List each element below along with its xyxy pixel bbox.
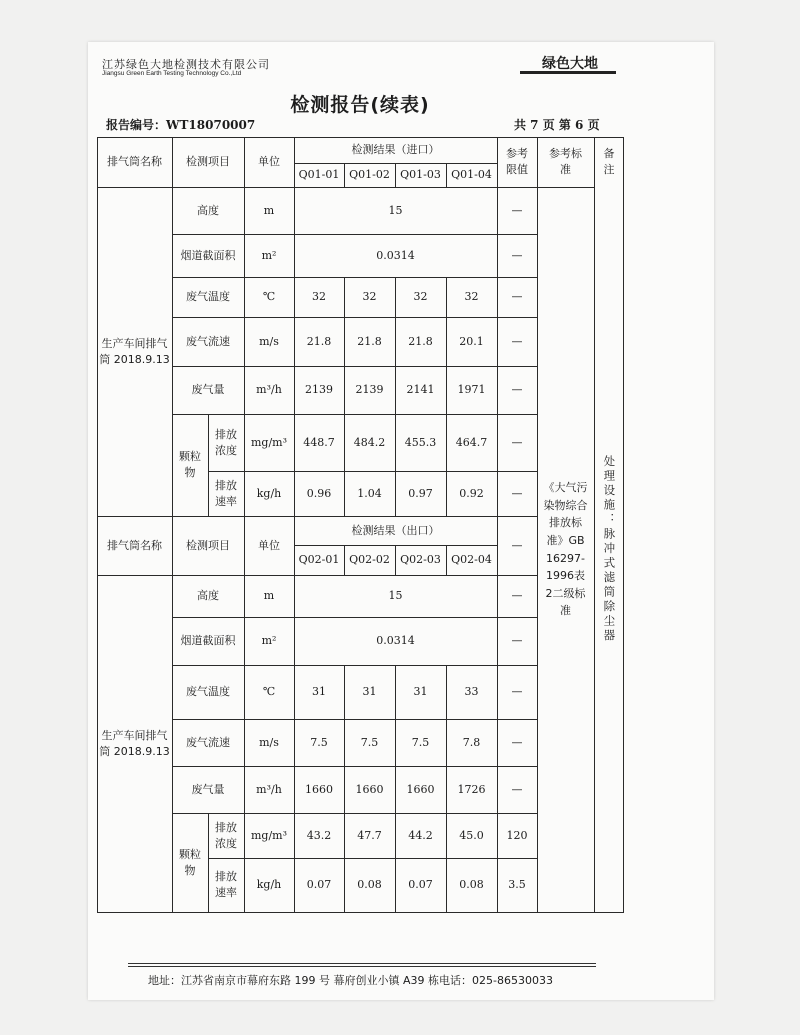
grid-line: [344, 545, 345, 575]
inlet-flow-value: 21.8: [306, 334, 332, 348]
outlet-volume-value: 1660: [355, 782, 384, 796]
inlet-results-title: 检测结果（进口）: [351, 143, 440, 157]
company-name: 江苏绿色大地检测技术有限公司: [102, 58, 270, 71]
col-header-unit: 单位: [258, 538, 280, 552]
outlet-rate-unit: kg/h: [256, 878, 282, 892]
grid-line: [97, 516, 537, 517]
grid-line: [446, 277, 447, 516]
inlet-volume-unit: m³/h: [256, 383, 282, 397]
inlet-volume-label: 废气量: [191, 383, 225, 397]
inlet-volume-value: 2139: [305, 383, 333, 397]
inlet-temp-label: 废气温度: [186, 290, 230, 304]
grid-line: [294, 137, 295, 913]
outlet-header-limit: —: [511, 538, 523, 552]
outlet-flow-value: 7.8: [462, 735, 481, 749]
outlet-conc-limit: 120: [506, 828, 528, 842]
outlet-temp-limit: —: [511, 685, 523, 699]
grid-line: [172, 366, 537, 367]
grid-line: [294, 163, 497, 164]
outlet-volume-value: 1726: [457, 782, 486, 796]
outlet-area-limit: —: [511, 634, 523, 648]
outlet-area-label: 烟道截面积: [180, 634, 236, 648]
outlet-volume-value: 1660: [305, 782, 333, 796]
table-border: [97, 137, 98, 913]
outlet-flow-unit: m/s: [259, 735, 279, 749]
inlet-conc-value: 464.7: [455, 435, 488, 449]
sample-id: Q01-01: [298, 168, 340, 182]
inlet-conc-value: 484.2: [353, 435, 386, 449]
inlet-temp-unit: ℃: [262, 290, 276, 304]
sample-id: Q02-03: [400, 553, 441, 567]
sample-id: Q02-01: [298, 553, 340, 567]
inlet-flow-unit: m/s: [259, 334, 279, 348]
grid-line: [172, 766, 537, 767]
outlet-rate-value: 0.08: [459, 878, 484, 892]
inlet-area-label: 烟道截面积: [180, 248, 236, 262]
brand-underline: [520, 71, 616, 74]
grid-line: [446, 545, 447, 575]
outlet-conc-value: 47.7: [357, 828, 382, 842]
outlet-temp-value: 31: [413, 685, 428, 699]
sample-id: Q01-02: [349, 168, 390, 182]
col-header-remark: 备注: [603, 147, 615, 176]
outlet-stack-name: 生产车间排气筒 2018.9.13: [99, 728, 170, 758]
inlet-rate-label: 排放速率: [215, 478, 237, 508]
inlet-area-value: 0.0314: [376, 248, 415, 262]
grid-line: [97, 187, 594, 188]
grid-line: [172, 719, 537, 720]
outlet-flow-value: 7.5: [310, 735, 328, 749]
outlet-temp-value: 33: [464, 685, 479, 699]
inlet-volume-limit: —: [511, 383, 523, 397]
col-header-item: 检测项目: [186, 538, 230, 552]
inlet-rate-value: 1.04: [357, 486, 382, 500]
outlet-rate-label: 排放速率: [215, 870, 237, 899]
outlet-area-unit: m²: [261, 634, 277, 648]
grid-line: [208, 471, 537, 472]
outlet-volume-value: 1660: [406, 782, 435, 796]
outlet-rate-value: 0.07: [306, 878, 332, 892]
outlet-height-value: 15: [388, 589, 403, 603]
col-header-stack: 排气筒名称: [107, 155, 162, 169]
footer-rule: [128, 966, 596, 967]
outlet-flow-limit: —: [511, 735, 523, 749]
inlet-temp-value: 32: [413, 290, 428, 304]
inlet-height-value: 15: [388, 203, 403, 217]
outlet-results-title: 检测结果（出口）: [351, 523, 440, 537]
report-title: 检测报告(续表): [290, 94, 430, 116]
grid-line: [208, 813, 209, 912]
outlet-volume-label: 废气量: [191, 782, 225, 796]
inlet-stack-name: 生产车间排气筒 2018.9.13: [99, 336, 170, 366]
outlet-height-unit: m: [263, 589, 275, 603]
inlet-rate-limit: —: [511, 486, 523, 500]
inlet-height-limit: —: [511, 203, 523, 217]
grid-line: [294, 545, 497, 546]
col-header-stack: 排气筒名称: [107, 538, 162, 552]
inlet-area-limit: —: [511, 248, 523, 262]
outlet-conc-label: 排放浓度: [215, 820, 237, 850]
grid-line: [208, 414, 209, 516]
outlet-flow-label: 废气流速: [186, 735, 230, 749]
outlet-height-label: 高度: [197, 589, 219, 603]
outlet-temp-label: 废气温度: [186, 685, 230, 699]
grid-line: [446, 163, 447, 187]
outlet-area-value: 0.0314: [376, 634, 415, 648]
report-number: 报告编号：WT18070007: [106, 118, 256, 132]
col-header-ref-standard: 参考标准: [549, 147, 582, 176]
grid-line: [172, 137, 173, 913]
remark-treatment: 处理设施：脉冲式滤筒除尘器: [602, 455, 617, 644]
outlet-volume-unit: m³/h: [256, 782, 282, 796]
inlet-rate-value: 0.96: [306, 486, 332, 500]
inlet-height-unit: m: [263, 203, 275, 217]
grid-line: [172, 617, 537, 618]
inlet-temp-value: 32: [362, 290, 377, 304]
sample-id: Q02-04: [451, 553, 492, 567]
inlet-conc-unit: mg/m³: [250, 435, 288, 449]
inlet-conc-value: 455.3: [404, 435, 437, 449]
inlet-conc-label: 排放浓度: [215, 427, 237, 457]
grid-line: [172, 665, 537, 666]
grid-line: [395, 665, 396, 912]
inlet-height-label: 高度: [197, 203, 219, 217]
sample-id: Q01-04: [451, 168, 492, 182]
grid-line: [172, 277, 537, 278]
brand-logo-text: 绿色大地: [542, 56, 598, 72]
outlet-rate-value: 0.08: [357, 878, 382, 892]
table-border: [97, 912, 624, 913]
outlet-flow-value: 7.5: [411, 735, 430, 749]
page-indicator: 共 7 页 第 6 页: [514, 118, 600, 132]
outlet-temp-unit: ℃: [262, 685, 276, 699]
inlet-flow-label: 废气流速: [186, 334, 230, 348]
inlet-area-unit: m²: [261, 248, 277, 262]
inlet-temp-value: 32: [312, 290, 326, 304]
grid-line: [395, 277, 396, 516]
outlet-rate-value: 0.07: [408, 878, 433, 892]
sample-id: Q01-03: [400, 168, 441, 182]
inlet-particulate-label: 颗粒物: [179, 450, 201, 479]
footer-rule: [128, 963, 596, 964]
reference-standard: 《大气污染物综合排放标准》GB16297-1996表2二级标准: [543, 481, 588, 618]
inlet-flow-value: 21.8: [357, 334, 382, 348]
inlet-rate-value: 0.97: [408, 486, 433, 500]
grid-line: [497, 137, 498, 913]
table-border: [97, 137, 624, 138]
grid-line: [97, 575, 537, 576]
grid-line: [172, 317, 537, 318]
outlet-conc-value: 43.2: [306, 828, 332, 842]
grid-line: [395, 545, 396, 575]
grid-line: [172, 813, 537, 814]
inlet-conc-value: 448.7: [303, 435, 335, 449]
grid-line: [344, 277, 345, 516]
grid-line: [446, 665, 447, 912]
inlet-flow-value: 20.1: [459, 334, 484, 348]
outlet-height-limit: —: [511, 589, 523, 603]
sample-id: Q02-02: [349, 553, 390, 567]
grid-line: [172, 414, 537, 415]
inlet-conc-limit: —: [511, 435, 523, 449]
outlet-particulate-label: 颗粒物: [179, 847, 201, 877]
grid-line: [537, 137, 538, 913]
grid-line: [244, 137, 245, 913]
grid-line: [344, 163, 345, 187]
grid-line: [395, 163, 396, 187]
grid-line: [594, 137, 595, 913]
col-header-ref-limit: 参考限值: [506, 147, 528, 176]
inlet-rate-value: 0.92: [459, 486, 484, 500]
inlet-rate-unit: kg/h: [256, 486, 282, 500]
col-header-unit: 单位: [258, 155, 280, 169]
inlet-flow-value: 21.8: [408, 334, 433, 348]
outlet-conc-value: 44.2: [408, 828, 433, 842]
inlet-temp-limit: —: [511, 290, 523, 304]
inlet-volume-value: 2141: [406, 383, 435, 397]
grid-line: [208, 858, 537, 859]
outlet-temp-value: 31: [362, 685, 377, 699]
outlet-temp-value: 31: [312, 685, 326, 699]
outlet-volume-limit: —: [511, 782, 523, 796]
outlet-conc-unit: mg/m³: [250, 828, 288, 842]
grid-line: [172, 234, 537, 235]
col-header-item: 检测项目: [186, 155, 230, 169]
inlet-volume-value: 1971: [457, 383, 486, 397]
inlet-flow-limit: —: [511, 334, 523, 348]
grid-line: [344, 665, 345, 912]
footer-address: 地址：江苏省南京市幕府东路 199 号 幕府创业小镇 A39 栋电话：025-86530033: [148, 974, 553, 987]
outlet-flow-value: 7.5: [360, 735, 379, 749]
table-border: [623, 137, 624, 913]
outlet-conc-value: 45.0: [459, 828, 484, 842]
inlet-temp-value: 32: [464, 290, 479, 304]
company-name-english: Jiangsu Green Earth Testing Technology Co.,Ltd: [102, 70, 242, 77]
outlet-rate-limit: 3.5: [508, 878, 526, 892]
inlet-volume-value: 2139: [355, 383, 384, 397]
